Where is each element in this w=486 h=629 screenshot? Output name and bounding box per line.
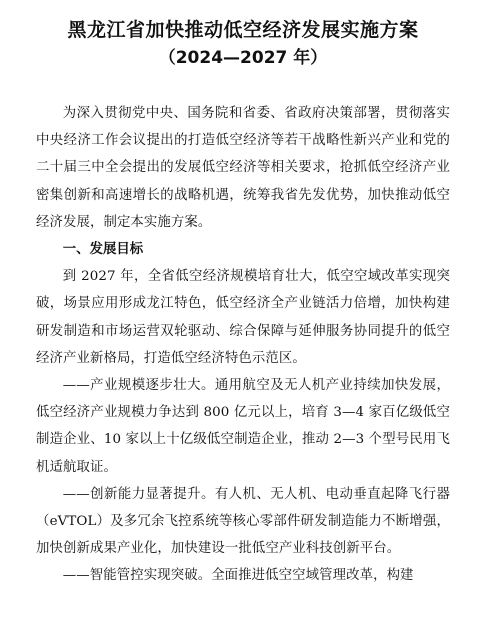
smart-control-paragraph: ——智能管控实现突破。全面推进低空空域管理改革，构建: [62, 568, 414, 584]
goals-paragraph: 到 2027 年，全省低空经济规模培育壮大，低空空域改革实现突破，场景应用形成龙江特色，低空经济全产业链活力倍增，加快构建研发制造和市场运营双轮驱动、综合保障与延伸服务协同提升的低空经济产业新格局，打造低空经济特色示范区。: [36, 269, 450, 366]
industry-scale-paragraph: ——产业规模逐步壮大。通用航空及无人机产业持续加快发展，低空经济产业规模力争达到 800 亿元以上，培育 3—4 家百亿级低空制造企业、10 家以上十亿级低空制造企业，推动 2—3 个型号民用飞机适航取证。: [36, 378, 450, 475]
section-heading-goals: 一、发展目标: [62, 242, 144, 258]
innovation-paragraph: ——创新能力显著提升。有人机、无人机、电动垂直起降飞行器（eVTOL）及多冗余飞控系统等核心零部件研发制造能力不断增强，加快创新成果产业化，加快建设一批低空产业科技创新平台。: [36, 486, 450, 557]
document-body: [36, 100, 450, 590]
document-subtitle: （2024—2027 年）: [158, 48, 328, 68]
intro-paragraph: 为深入贯彻党中央、国务院和省委、省政府决策部署，贯彻落实中央经济工作会议提出的打造低空经济等若干战略性新兴产业和党的二十届三中全会提出的发展低空经济等相关要求，抢抓低空经济产业密集创新和高速增长的战略机遇，统筹我省先发优势，加快推动低空经济发展，制定本实施方案。: [36, 106, 450, 230]
document-title: 黑龙江省加快推动低空经济发展实施方案: [67, 19, 419, 41]
